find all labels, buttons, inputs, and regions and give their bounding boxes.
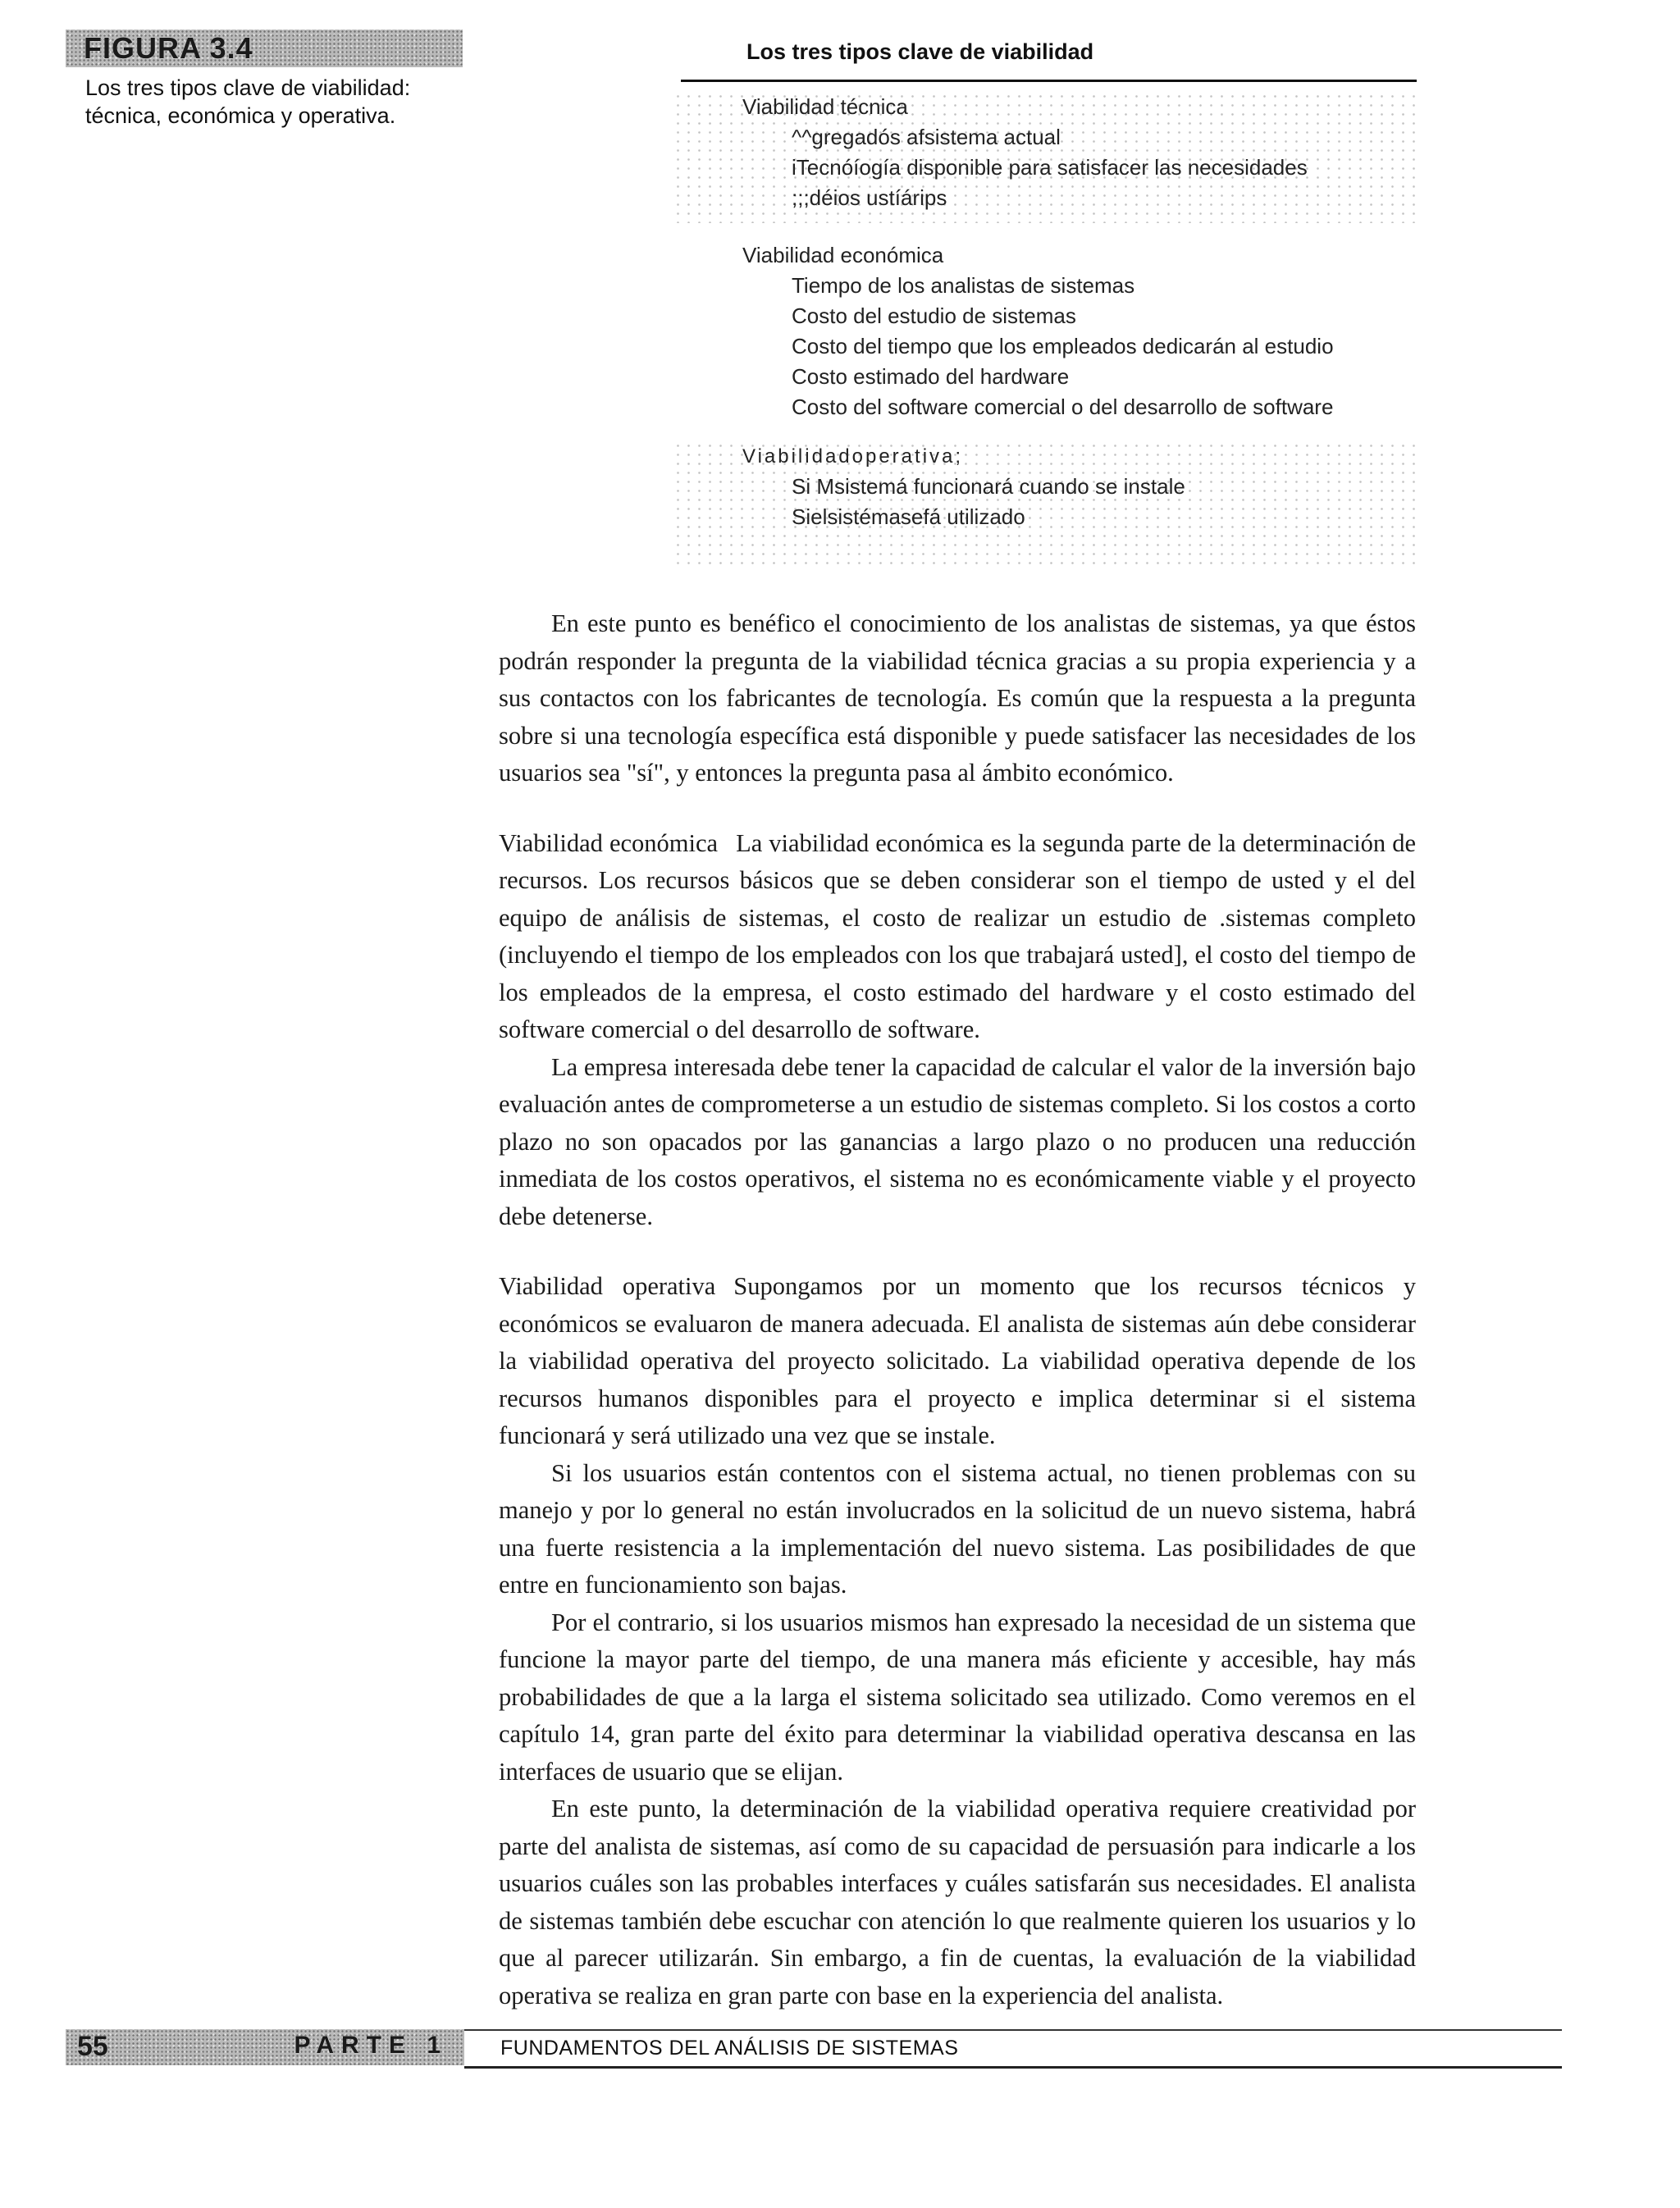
block-heading: Viabilidad económica [742,243,944,267]
block-item: iTecnóíogía disponible para satisfacer las necesidades [792,155,1308,180]
paragraph-text: Supongamos por un momento que los recursos técnicos y económicos se evaluaron de manera adecuada. El analista de sistemas aún debe considerar la viabilidad operativa del proyecto solicitado. La viabilidad operativa depende de los recursos humanos disponibles para el proyecto e implica determinar si el sistema funcionará y será utilizado una vez que se instale. [499,1272,1416,1449]
figure-label-bar [66,30,463,67]
paragraph: En este punto es benéfico el conocimiento de los analistas de sistemas, ya que éstos podrán responder la pregunta de la viabilidad técnica gracias a su propia experiencia y a sus contactos con los fabricantes de tecnología. Es común que la respuesta a la pregunta sobre si una tecnología específica está disponible y puede satisfacer las necesidades de los usuarios sea "sí", y entonces la pregunta pasa al ámbito económico. [499,609,1416,787]
block-item: Costo del software comercial o del desarrollo de software [792,395,1334,419]
paragraph: La empresa interesada debe tener la capacidad de calcular el valor de la inversión bajo evaluación antes de comprometerse a un estudio de sistemas completo. Si los costos a corto plazo no son opacados por las ganancias a largo plazo o no producen una reducción inmediata de los costos operativos, el sistema no es económicamente viable y el proyecto debe detenerse. [499,1052,1416,1230]
block-item: ;;;déios ustíárips [792,185,947,210]
block-heading: Viabilidad técnica [742,94,908,119]
footer-rule [464,2029,1562,2031]
block-item: ^^gregadós afsistema actual [792,125,1061,149]
figure-block-technical [673,92,1419,223]
footer-bar [66,2029,464,2065]
page-number: 55 [77,2031,108,2062]
block-item: Costo del estudio de sistemas [792,303,1076,328]
figure-title-rule [681,80,1417,82]
paragraph-text: La viabilidad económica es la segunda parte de la determinación de recursos. Los recursos básicos que se deben considerar son el tiempo de usted y el del equipo de análisis de sistemas, el costo de realizar un estudio de .sistemas completo (incluyendo el tiempo de los empleados con los que trabajará usted], el costo del tiempo de los empleados de la empresa, el costo estimado del hardware y el costo estimado del software comercial o del desarrollo de software. [499,828,1417,1043]
paragraph-operational [499,1268,1416,1455]
figure-caption: Los tres tipos clave de viabilidad: técnica, económica y operativa. [85,75,411,128]
block-item: Si Msistemá funcionará cuando se instale [792,474,1185,499]
run-in-heading: Viabilidad económica [499,828,719,857]
block-item: Tiempo de los analistas de sistemas [792,273,1135,298]
paragraph: Por el contrario, si los usuarios mismos han expresado la necesidad de un sistema que funcione la mayor parte del tiempo, de una manera más eficiente y accesible, hay más probabilidades de que a la larga el sistema solicitado sea utilizado. Como veremos en el capítulo 14, gran parte del éxito para determinar la viabilidad operativa descansa en las interfaces de usuario que se elijan. [499,1608,1416,1786]
block-heading: Viabilidadoperativa; [742,445,964,468]
run-in-heading: Viabilidad operativa [499,1272,716,1300]
block-item: Costo del tiempo que los empleados dedicarán al estudio [792,334,1334,358]
figure-block-operational [673,441,1419,568]
footer-section-title: FUNDAMENTOS DEL ANÁLISIS DE SISTEMAS [500,2037,959,2060]
footer-rule [464,2066,1562,2069]
body-text [499,605,1416,2014]
block-item: Sielsistémasefá utilizado [792,504,1025,529]
block-item: Costo estimado del hardware [792,364,1070,389]
figure-title: Los tres tipos clave de viabilidad [746,39,1094,64]
part-label: PARTE 1 [294,2032,448,2059]
figure-block-economic [673,240,1419,422]
paragraph: En este punto, la determinación de la viabilidad operativa requiere creatividad por parte del analista de sistemas, así como de su capacidad de persuasión para indicarle a los usuarios cuáles son las probables interfaces y cuáles satisfarán sus necesidades. El analista de sistemas también debe escuchar con atención lo que realmente quieren los usuarios y lo que al parecer utilizarán. Sin embargo, a fin de cuentas, la evaluación de la viabilidad operativa se realiza en gran parte con base en la experiencia del analista. [499,1795,1416,2010]
paragraph-economic [499,825,1416,1049]
figure-label: FIGURA 3.4 [84,31,253,65]
paragraph: Si los usuarios están contentos con el sistema actual, no tienen problemas con su manejo y por lo general no están involucrados en la solicitud de un nuevo sistema, habrá una fuerte resistencia a la implementación del nuevo sistema. Las posibilidades de que entre en funcionamiento son bajas. [499,1458,1416,1599]
